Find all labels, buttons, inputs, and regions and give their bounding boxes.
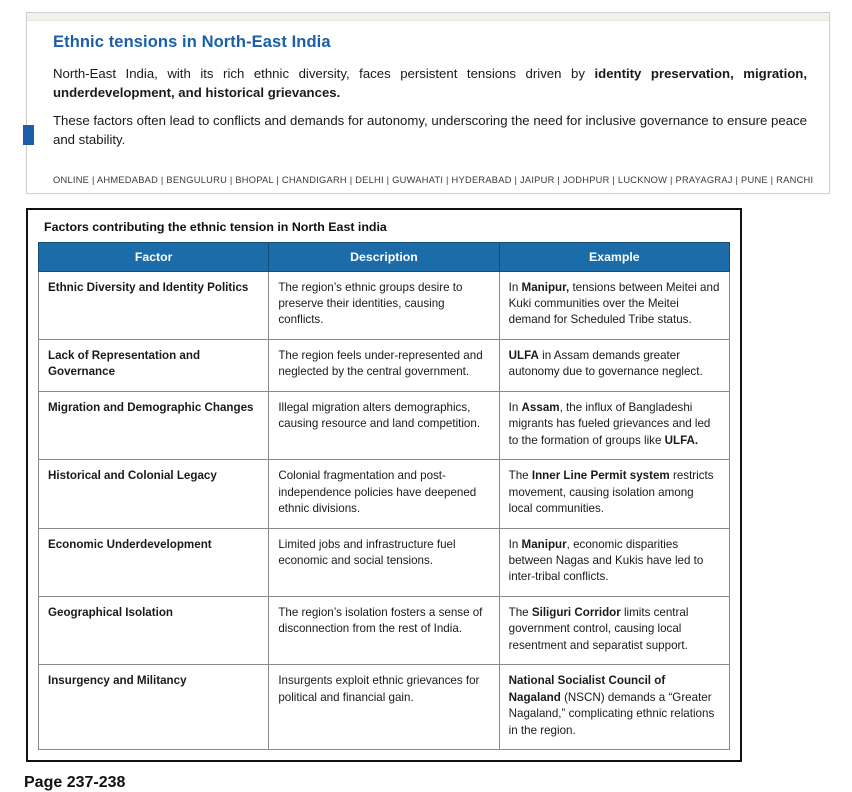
example-text: In	[508, 400, 522, 414]
column-header-description: Description	[269, 242, 499, 271]
example-emphasis: Inner Line Permit system	[531, 469, 670, 483]
table-row	[39, 528, 730, 596]
example-text: The	[508, 605, 532, 619]
example-text: , economic disparities between Nagas and Kukis have led to inter-tribal conflicts.	[508, 537, 704, 584]
table-row	[39, 391, 730, 459]
example-text: In	[508, 537, 522, 551]
cell-factor: Lack of Representation and Governance	[39, 339, 269, 391]
example-text: In	[508, 280, 522, 294]
article-paragraph-1-lead: North-East India, with its rich ethnic diversity, faces persistent tensions driven by	[53, 66, 595, 81]
cell-description: Limited jobs and infrastructure fuel economic and social tensions.	[269, 528, 499, 596]
cell-description: The region feels under-represented and neglected by the central government.	[269, 339, 499, 391]
example-emphasis: National Socialist Council of Nagaland	[508, 674, 666, 704]
example-emphasis: ULFA.	[664, 433, 699, 447]
cell-description: Illegal migration alters demographics, causing resource and land competition.	[269, 391, 499, 459]
example-emphasis: Assam	[521, 400, 560, 414]
page-number-label: Page 237-238	[24, 774, 126, 792]
cell-factor: Migration and Demographic Changes	[39, 391, 269, 459]
cell-example	[499, 460, 729, 528]
example-emphasis: Siliguri Corridor	[531, 605, 621, 619]
table-body	[39, 271, 730, 750]
cell-factor: Historical and Colonial Legacy	[39, 460, 269, 528]
cell-example	[499, 271, 729, 339]
example-text: (NSCN) demands a “Greater Nagaland,” complicating ethnic relations in the region.	[508, 690, 715, 737]
example-emphasis: Manipur	[521, 537, 567, 551]
table-row	[39, 596, 730, 664]
example-text: The	[508, 469, 532, 483]
article-title: Ethnic tensions in North-East India	[53, 33, 331, 51]
example-emphasis: ULFA	[508, 348, 539, 362]
cell-description: Colonial fragmentation and post-independence policies have deepened ethnic divisions.	[269, 460, 499, 528]
cell-description: The region’s isolation fosters a sense of disconnection from the rest of India.	[269, 596, 499, 664]
article-paragraph-2: These factors often lead to conflicts and demands for autonomy, underscoring the need for inclusive governance to ensure peace and stability.	[53, 113, 807, 148]
article-top-strip	[27, 13, 829, 21]
table-head	[39, 242, 730, 271]
article-card	[26, 12, 830, 194]
cell-example	[499, 528, 729, 596]
example-text: tensions between Meitei and Kuki communities over the Meitei demand for Scheduled Tribe status.	[508, 280, 720, 327]
cell-example	[499, 339, 729, 391]
table-row	[39, 460, 730, 528]
edition-cities-list: ONLINE | AHMEDABAD | BENGULURU | BHOPAL | CHANDIGARH | DELHI | GUWAHATI | HYDERABAD | JAIPUR | JODHPUR | LUCKNOW | PRAYAGRAJ | PUNE | RANCHI	[53, 174, 814, 185]
cell-description: Insurgents exploit ethnic grievances for political and financial gain.	[269, 665, 499, 750]
factors-table	[38, 242, 730, 751]
cell-factor: Insurgency and Militancy	[39, 665, 269, 750]
example-emphasis: Manipur,	[521, 280, 570, 294]
example-text: restricts movement, causing isolation among local communities.	[508, 469, 714, 516]
cell-factor: Economic Underdevelopment	[39, 528, 269, 596]
example-text: , the influx of Bangladeshi migrants has fueled grievances and led to the formation of groups like	[508, 400, 711, 447]
cell-example	[499, 665, 729, 750]
cell-example	[499, 391, 729, 459]
article-body	[27, 21, 829, 165]
table-row	[39, 339, 730, 391]
cell-factor: Ethnic Diversity and Identity Politics	[39, 271, 269, 339]
article-paragraph-1-emphasis: identity preservation, migration, underdevelopment, and historical grievances.	[53, 66, 808, 101]
column-header-factor: Factor	[39, 242, 269, 271]
cell-factor: Geographical Isolation	[39, 596, 269, 664]
table-row	[39, 271, 730, 339]
table-row	[39, 665, 730, 750]
cell-example	[499, 596, 729, 664]
table-caption: Factors contributing the ethnic tension in North East india	[44, 219, 387, 234]
table-header-row	[39, 242, 730, 271]
side-marker	[23, 125, 34, 145]
example-text: limits central government control, causing local resentment and separatist support.	[508, 605, 689, 652]
cell-description: The region’s ethnic groups desire to preserve their identities, causing conflicts.	[269, 271, 499, 339]
factors-table-block	[26, 208, 742, 763]
column-header-example: Example	[499, 242, 729, 271]
example-text: in Assam demands greater autonomy due to governance neglect.	[508, 348, 703, 379]
article-paragraph-1	[53, 64, 807, 102]
